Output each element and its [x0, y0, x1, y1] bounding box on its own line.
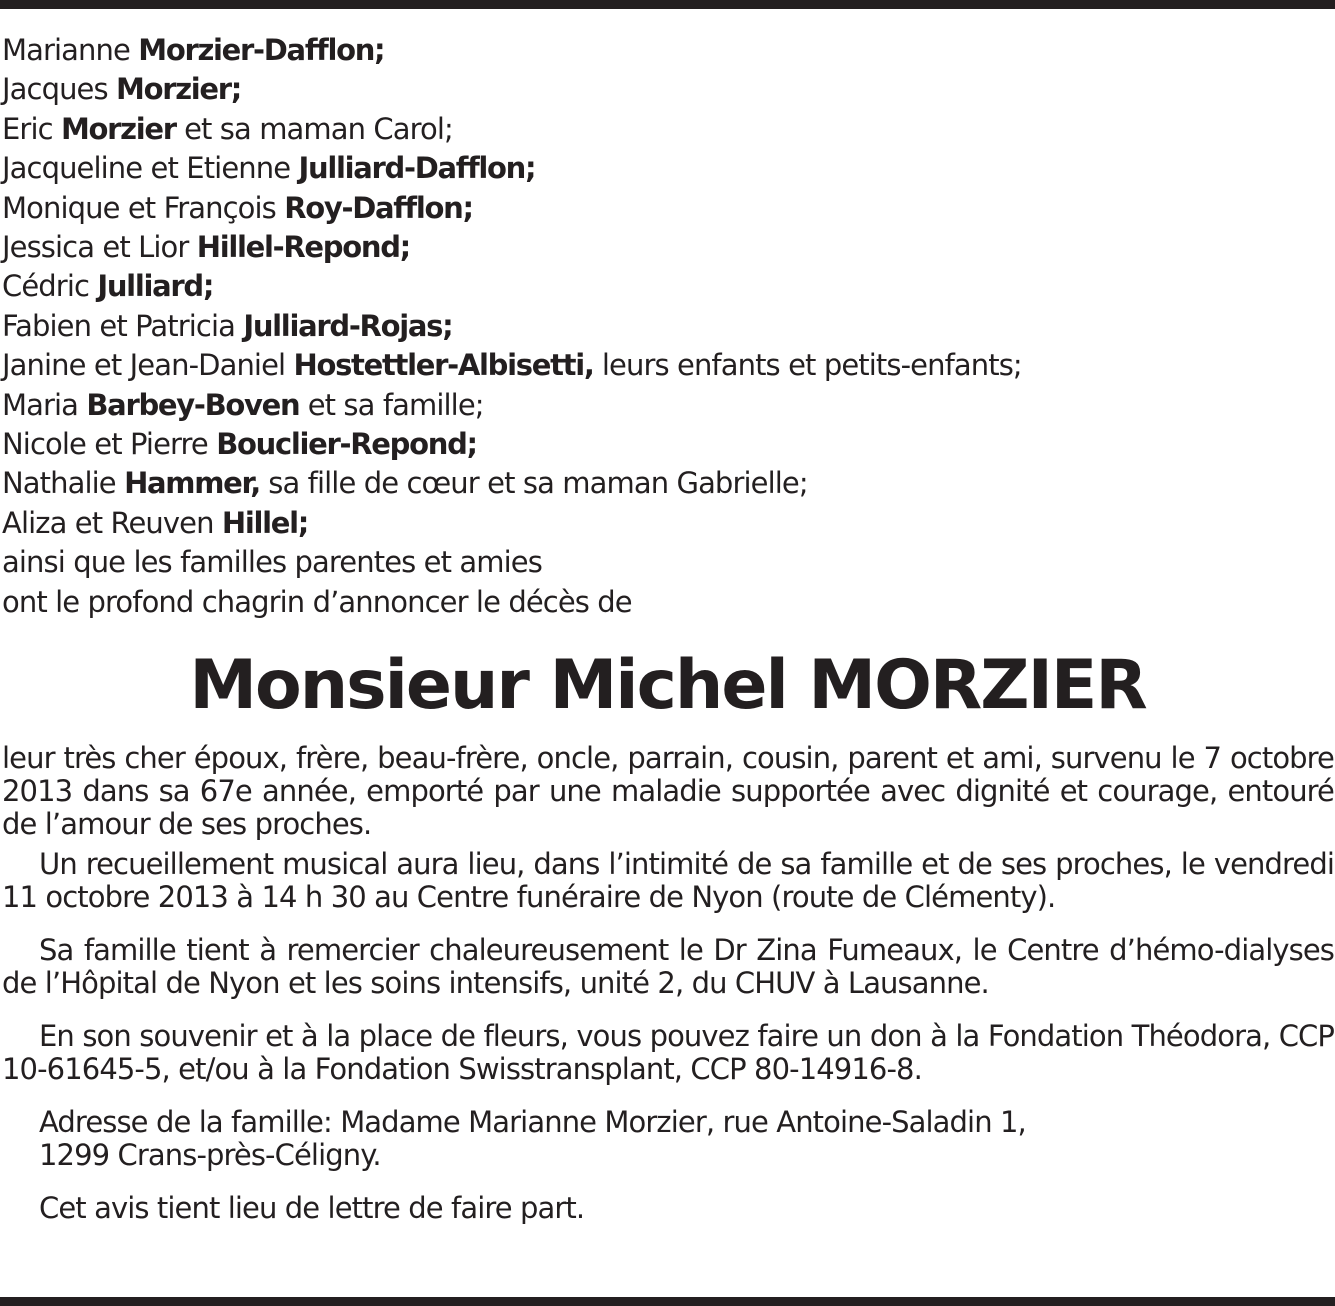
- notice-body: [2, 742, 1334, 1225]
- address-line-1: Adresse de la famille: Madame Marianne Morzier, rue Antoine-Saladin 1,: [39, 1105, 1026, 1139]
- mourner-family-name: Morzier: [60, 111, 176, 146]
- mourner-line: [2, 189, 1022, 228]
- mourner-suffix: sa fille de cœur et sa maman Gabrielle;: [259, 466, 808, 501]
- mourner-line: [2, 504, 1022, 543]
- mourner-line: [2, 464, 1022, 503]
- mourner-family-name: Julliard-Rojas;: [243, 308, 453, 343]
- mourner-line: [2, 149, 1022, 188]
- address-line-2: 1299 Crans-près-Céligny.: [39, 1138, 381, 1172]
- closing-line: ont le profond chagrin d’annoncer le décès de: [2, 584, 632, 619]
- mourner-line: [2, 425, 1022, 464]
- mourner-suffix: leurs enfants et petits-enfants;: [593, 348, 1022, 383]
- mourner-given-names: Nathalie: [2, 466, 125, 501]
- donations-paragraph: En son souvenir et à la place de fleurs, vous pouvez faire un don à la Fondation Théodora, CCP 10-61645-5, et/ou à la Fondation Swisstransplant, CCP 80-14916-8.: [2, 1019, 1334, 1086]
- mourner-line: [2, 31, 1022, 70]
- top-rule: [0, 0, 1335, 9]
- mourner-family-name: Morzier-Dafflon;: [138, 33, 385, 67]
- thanks-paragraph: Sa famille tient à remercier chaleureusement le Dr Zina Fumeaux, le Centre d’hémo-dialyses de l’Hôpital de Nyon et les soins intensifs, unité 2, du CHUV à Lausanne.: [2, 933, 1334, 1000]
- mourner-given-names: Janine et Jean-Daniel: [2, 348, 294, 383]
- mourner-given-names: Jacques: [2, 72, 117, 107]
- mourner-family-name: Hammer,: [124, 466, 260, 501]
- ceremony-paragraph: Un recueillement musical aura lieu, dans l’intimité de sa famille et de ses proches, le vendredi 11 octobre 2013 à 14 h 30 au Centre funéraire de Nyon (route de Clémenty).: [2, 847, 1334, 914]
- mourner-line: [2, 386, 1022, 425]
- mourner-line: [2, 346, 1022, 385]
- mourner-family-name: Julliard-Dafflon;: [298, 151, 536, 186]
- closing-line: ainsi que les familles parentes et amies: [2, 545, 542, 580]
- mourner-given-names: Fabien et Patricia: [2, 308, 244, 343]
- mourner-family-name: Barbey-Boven: [86, 387, 300, 422]
- mourner-family-name: Hillel-Repond;: [196, 230, 410, 265]
- mourner-family-name: Roy-Dafflon;: [284, 190, 473, 225]
- mourner-family-name: Hostettler-Albisetti,: [293, 348, 594, 383]
- deceased-name-heading: Monsieur Michel MORZIER: [189, 646, 1146, 725]
- mourners-list: [2, 31, 1022, 622]
- mourner-suffix: et sa maman Carol;: [175, 111, 453, 146]
- description-paragraph: leur très cher époux, frère, beau-frère, oncle, parrain, cousin, parent et ami, survenu le 7 octobre 2013 dans sa 67e année, emporté par une maladie supportée avec dignité et courage, entouré de l’amour de ses proches.: [2, 741, 1334, 841]
- mourner-given-names: Nicole et Pierre: [2, 427, 217, 462]
- mourner-line: [2, 70, 1022, 109]
- mourner-given-names: Jacqueline et Etienne: [2, 151, 299, 186]
- mourner-suffix: et sa famille;: [299, 387, 484, 422]
- mourner-family-name: Hillel;: [221, 505, 309, 540]
- mourner-line: [2, 228, 1022, 267]
- mourner-family-name: Bouclier-Repond;: [216, 427, 477, 462]
- mourner-line: [2, 267, 1022, 306]
- mourner-line: [2, 110, 1022, 149]
- mourner-given-names: Jessica et Lior: [2, 230, 197, 265]
- mourner-given-names: Marianne: [2, 33, 139, 67]
- mourner-given-names: Monique et François: [2, 190, 285, 225]
- mourner-given-names: Cédric: [2, 269, 98, 304]
- mourner-given-names: Aliza et Reuven: [2, 505, 222, 540]
- closing-paragraph: Cet avis tient lieu de lettre de faire part.: [39, 1191, 585, 1225]
- mourner-family-name: Morzier;: [116, 72, 242, 107]
- mourner-family-name: Julliard;: [97, 269, 214, 304]
- mourner-given-names: Maria: [2, 387, 87, 422]
- bottom-rule: [0, 1297, 1335, 1306]
- mourner-line: [2, 307, 1022, 346]
- mourner-given-names: Eric: [2, 111, 61, 146]
- family-address: [2, 1106, 1334, 1172]
